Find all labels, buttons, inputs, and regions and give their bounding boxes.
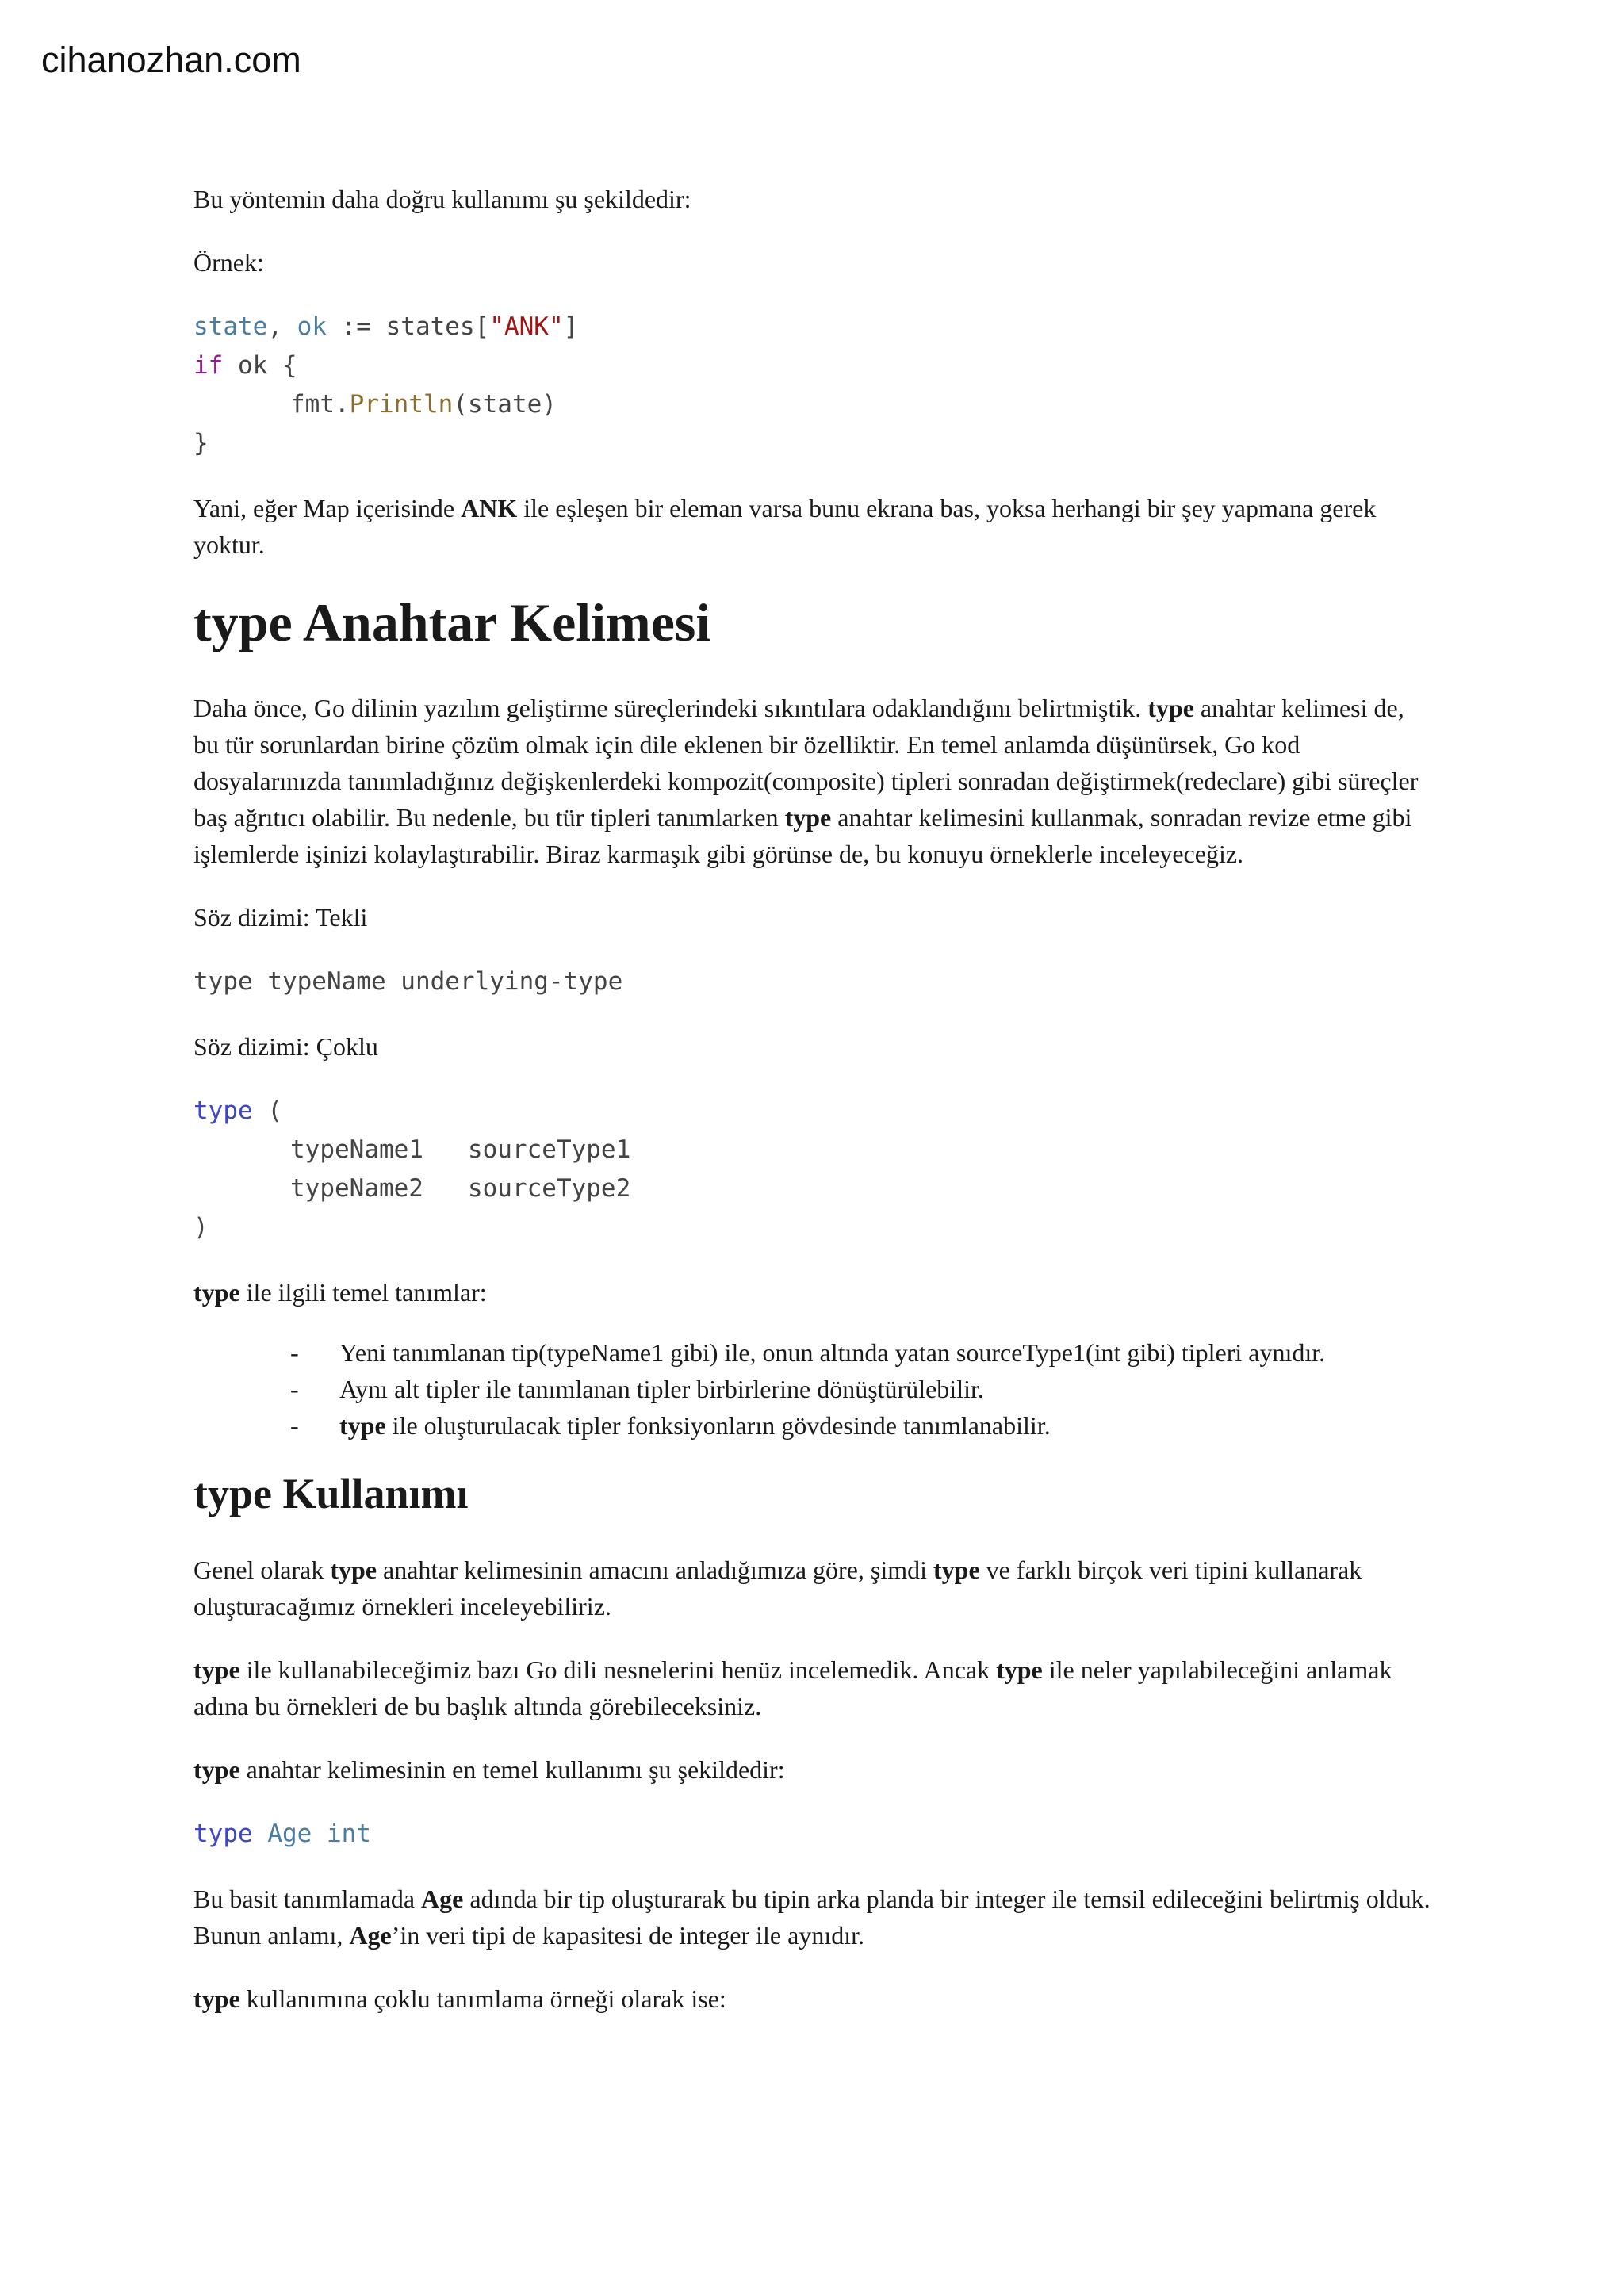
paragraph-yani — [193, 490, 1431, 563]
list-item — [193, 1334, 1431, 1371]
example-label: Örnek: — [193, 248, 264, 277]
bold-text: type — [193, 1755, 240, 1784]
list-item-text: Yeni tanımlanan tip(typeName1 gibi) ile, onun altında yatan sourceType1(int gibi) tipleri aynıdır. — [339, 1338, 1326, 1367]
code-token: if — [193, 351, 224, 380]
list-dash: - — [290, 1411, 299, 1440]
list-item-text: Aynı alt tipler ile tanımlanan tipler birbirlerine dönüştürülebilir. — [339, 1375, 984, 1403]
bold-text: type — [193, 1278, 240, 1307]
text-span: ile neler yapılabileceğini anlamak adına bu örnekleri de bu başlık altında görebileceksiniz. — [193, 1655, 1392, 1720]
code-token: , — [267, 312, 297, 341]
text-span: ile kullanabileceğimiz bazı Go dili nesnelerini henüz incelemedik. Ancak — [239, 1655, 997, 1684]
text-span: anahtar kelimesini kullanmak, sonradan revize etme gibi işlemlerde işinizi kolaylaştırabilir. Biraz karmaşık gibi görünse de, bu konuyu örneklerle inceleyeceğiz. — [193, 803, 1412, 868]
code-token: Age int — [252, 1820, 371, 1848]
bold-text: type — [339, 1411, 386, 1440]
code-block-syntax-single: type typeName underlying-type — [193, 967, 623, 996]
text-span: Daha önce, Go dilinin yazılım geliştirme süreçlerindeki sıkıntılara odaklandığını belirtmiştik. — [193, 694, 1148, 722]
paragraph-basic-usage — [193, 1751, 1431, 1788]
syntax-single-label: Söz dizimi: Tekli — [193, 903, 368, 932]
bold-text: ANK — [461, 494, 518, 522]
text-span: Genel olarak — [193, 1556, 331, 1584]
code-token: state — [193, 312, 268, 341]
code-token: } — [193, 429, 209, 457]
code-token: Println — [349, 390, 454, 419]
paragraph-definitions — [193, 1274, 1431, 1311]
site-brand: cihanozhan.com — [41, 40, 301, 80]
code-token: "ANK" — [489, 312, 564, 341]
document-body — [193, 181, 1431, 2044]
bold-text: type — [996, 1655, 1043, 1684]
paragraph-daha-once — [193, 690, 1431, 872]
bold-text: type — [193, 1984, 240, 2013]
text-span: anahtar kelimesinin en temel kullanımı şu şekildedir: — [239, 1755, 785, 1784]
code-block-type-age — [193, 1815, 1431, 1854]
bold-text: type — [330, 1556, 377, 1584]
list-dash: - — [290, 1375, 299, 1403]
list-item-text: ile oluşturulacak tipler fonksiyonların gövdesinde tanımlanabilir. — [385, 1411, 1051, 1440]
text-span: kullanımına çoklu tanımlama örneği olarak ise: — [239, 1984, 726, 2013]
syntax-multi-label: Söz dizimi: Çoklu — [193, 1032, 378, 1061]
code-token: fmt. — [290, 390, 350, 419]
code-token: typeName1 sourceType1 — [290, 1135, 631, 1164]
code-block-syntax-multi — [193, 1092, 1431, 1247]
text-span: Bu basit tanımlamada — [193, 1885, 422, 1913]
text-span: ile eşleşen bir eleman varsa bunu ekrana bas, yoksa herhangi bir şey yapmana gerek yoktur. — [193, 494, 1377, 559]
text-span: ve farklı birçok veri tipini kullanarak oluşturacağımız örnekleri inceleyebiliriz. — [193, 1556, 1362, 1621]
text-span: anahtar kelimesi de, bu tür sorunlardan birine çözüm olmak için dile eklenen bir özelliktir. En temel anlamda düşünürsek, Go kod dosyalarınızda tanımladığınız değişkenlerdeki kompozit(composite) tipleri sonradan değiştirmek(redeclare) gibi süreçler baş ağrıtıcı olabilir. Bu nedenle, bu tür tipleri tanımlarken — [193, 694, 1419, 832]
heading-type-keyword: type Anahtar Kelimesi — [193, 592, 711, 652]
code-token: typeName2 sourceType2 — [290, 1174, 631, 1203]
text-span: Yani, eğer Map içerisinde — [193, 494, 462, 522]
code-token: (state) — [453, 390, 557, 419]
bold-text: type — [933, 1556, 980, 1584]
code-token: type — [193, 1096, 253, 1125]
list-item — [193, 1407, 1431, 1444]
bold-text: Age — [421, 1885, 464, 1913]
intro-paragraph: Bu yöntemin daha doğru kullanımı şu şekildedir: — [193, 185, 691, 213]
text-span: adında bir tip oluşturarak bu tipin arka planda bir integer ile temsil edileceğini belirtmiş olduk. Bunun anlamı, — [193, 1885, 1431, 1950]
text-span: anahtar kelimesinin amacını anladığımıza göre, şimdi — [377, 1556, 934, 1584]
heading-type-usage: type Kullanımı — [193, 1470, 469, 1517]
bold-text: Age — [349, 1921, 392, 1950]
code-token: ) — [193, 1213, 209, 1242]
code-block-map-lookup — [193, 308, 1431, 463]
paragraph-coklu — [193, 1980, 1431, 2017]
code-token: ok — [297, 312, 327, 341]
list-item — [193, 1371, 1431, 1407]
bold-text: type — [784, 803, 832, 832]
code-token: ( — [252, 1096, 282, 1125]
paragraph-basit — [193, 1881, 1431, 1954]
text-span: ’in veri tipi de kapasitesi de integer ile aynıdır. — [391, 1921, 864, 1950]
text-span: ile ilgili temel tanımlar: — [239, 1278, 487, 1307]
paragraph-genel — [193, 1552, 1431, 1624]
code-token: ok { — [223, 351, 297, 380]
code-token: := states[ — [326, 312, 490, 341]
bold-text: type — [193, 1655, 240, 1684]
bold-text: type — [1147, 694, 1194, 722]
code-token: type — [193, 1820, 253, 1848]
code-token: ] — [563, 312, 579, 341]
definitions-list — [193, 1334, 1431, 1444]
list-dash: - — [290, 1338, 299, 1367]
paragraph-kullanabilecegimiz — [193, 1651, 1431, 1724]
